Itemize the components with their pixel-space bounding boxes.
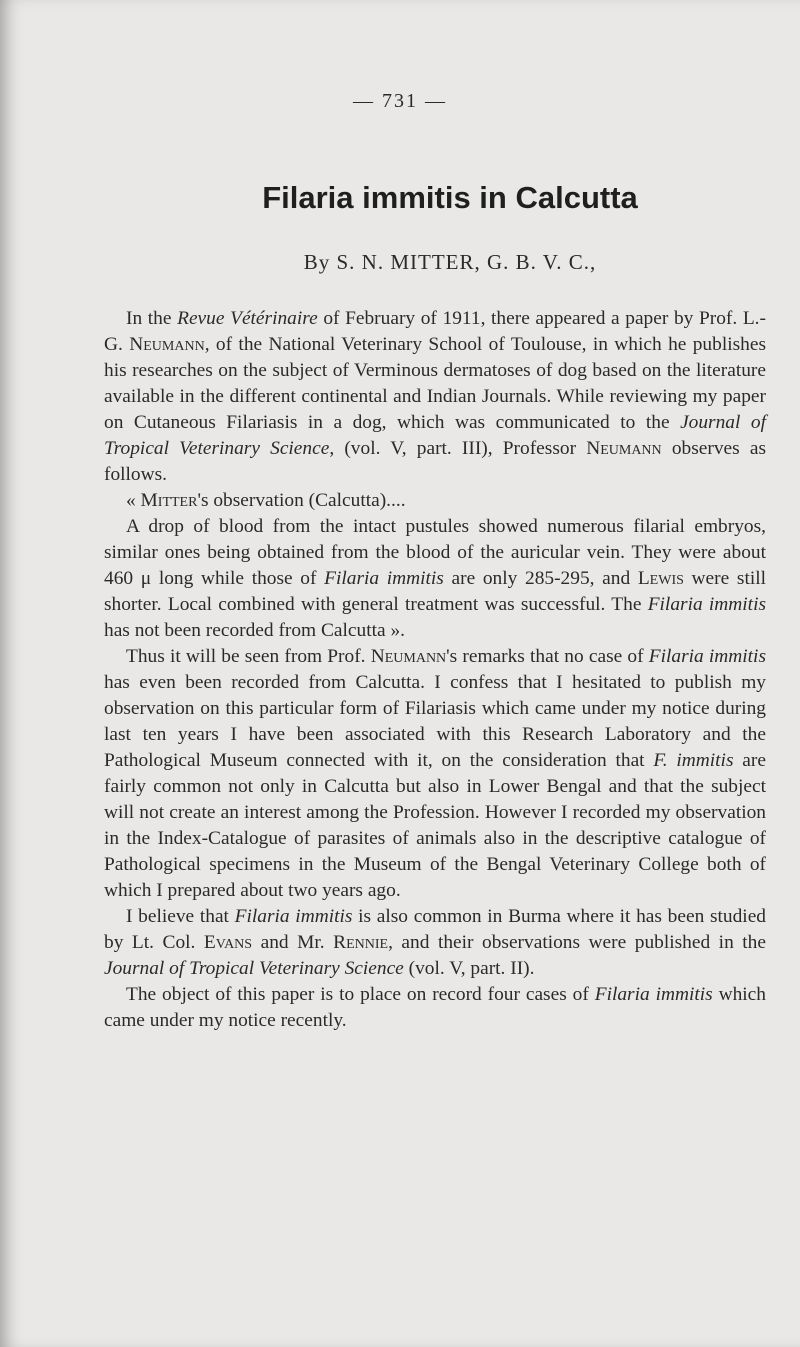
author-name: Mitter (140, 490, 198, 511)
paragraph-5: I believe that Filaria immitis is also common in Burma where it has been studied by Lt. Col. Evans and Mr. Rennie, and their observations were published in the Journal of Tropical Veterinary Science (vol. V, part. II). (104, 906, 766, 979)
author-name: Rennie (333, 932, 389, 953)
species-name: Filaria immitis (648, 646, 766, 667)
paragraph-6: The object of this paper is to place on record four cases of Filaria immitis which came under my notice recently. (104, 984, 766, 1031)
article-body (104, 306, 766, 1034)
paragraph-2: « Mitter's observation (Calcutta).... (126, 490, 406, 511)
byline: By S. N. MITTER, G. B. V. C., (303, 250, 597, 274)
author-name: Lewis (637, 568, 684, 589)
journal-name: Revue Vétérinaire (177, 308, 318, 329)
author-name: Evans (203, 932, 253, 953)
author-name: Neumann (370, 646, 447, 667)
paragraph-3: A drop of blood from the intact pustules showed numerous filarial embryos, similar ones being obtained from the blood of the auricular vein. They were about 460 μ long while those of Filaria immitis are only 285-295, and Lewis were still shorter. Local combined with general treatment was successful. The Filaria immitis has not been recorded from Calcutta ». (104, 516, 766, 641)
species-name: Filaria immitis (234, 906, 353, 927)
species-name: Filaria immitis (647, 594, 766, 615)
journal-name: Journal of Tropical Veterinary Science (104, 958, 404, 979)
journal-name: Journal of Tropical Veterinary Science (104, 412, 766, 459)
paragraph-1: In the Revue Vétérinaire of February of 1911, there appeared a paper by Prof. L.-G. Neumann, of the National Veterinary School of Toulouse, in which he publishes his researches on the subject of Verminous dermatoses of dog based on the literature available in the different continental and Indian Journals. While reviewing my paper on Cutaneous Filariasis in a dog, which was communicated to the Journal of Tropical Veterinary Science, (vol. V, part. III), Professor Neumann observes as follows. (104, 308, 766, 485)
page-number: — 731 — (353, 90, 447, 112)
species-name: Filaria immitis (594, 984, 713, 1005)
paragraph-4: Thus it will be seen from Prof. Neumann's remarks that no case of Filaria immitis has even been recorded from Calcutta. I confess that I hesitated to publish my observation on this particular form of Filariasis which came under my notice during last ten years I have been associated with this Research Laboratory and the Pathological Museum connected with it, on the consideration that F. immitis are fairly common not only in Calcutta but also in Lower Bengal and that the subject will not create an interest among the Profession. However I recorded my observation in the Index-Catalogue of parasites of animals also in the descriptive catalogue of Pathological specimens in the Museum of the Bengal Veterinary College both of which I prepared about two years ago. (104, 646, 766, 901)
article-title: Filaria immitis in Calcutta (262, 180, 638, 215)
author-name: Neumann (129, 334, 205, 355)
species-name: Filaria immitis (324, 568, 444, 589)
author-name: Neumann (586, 438, 662, 459)
species-name: F. immitis (653, 750, 734, 771)
